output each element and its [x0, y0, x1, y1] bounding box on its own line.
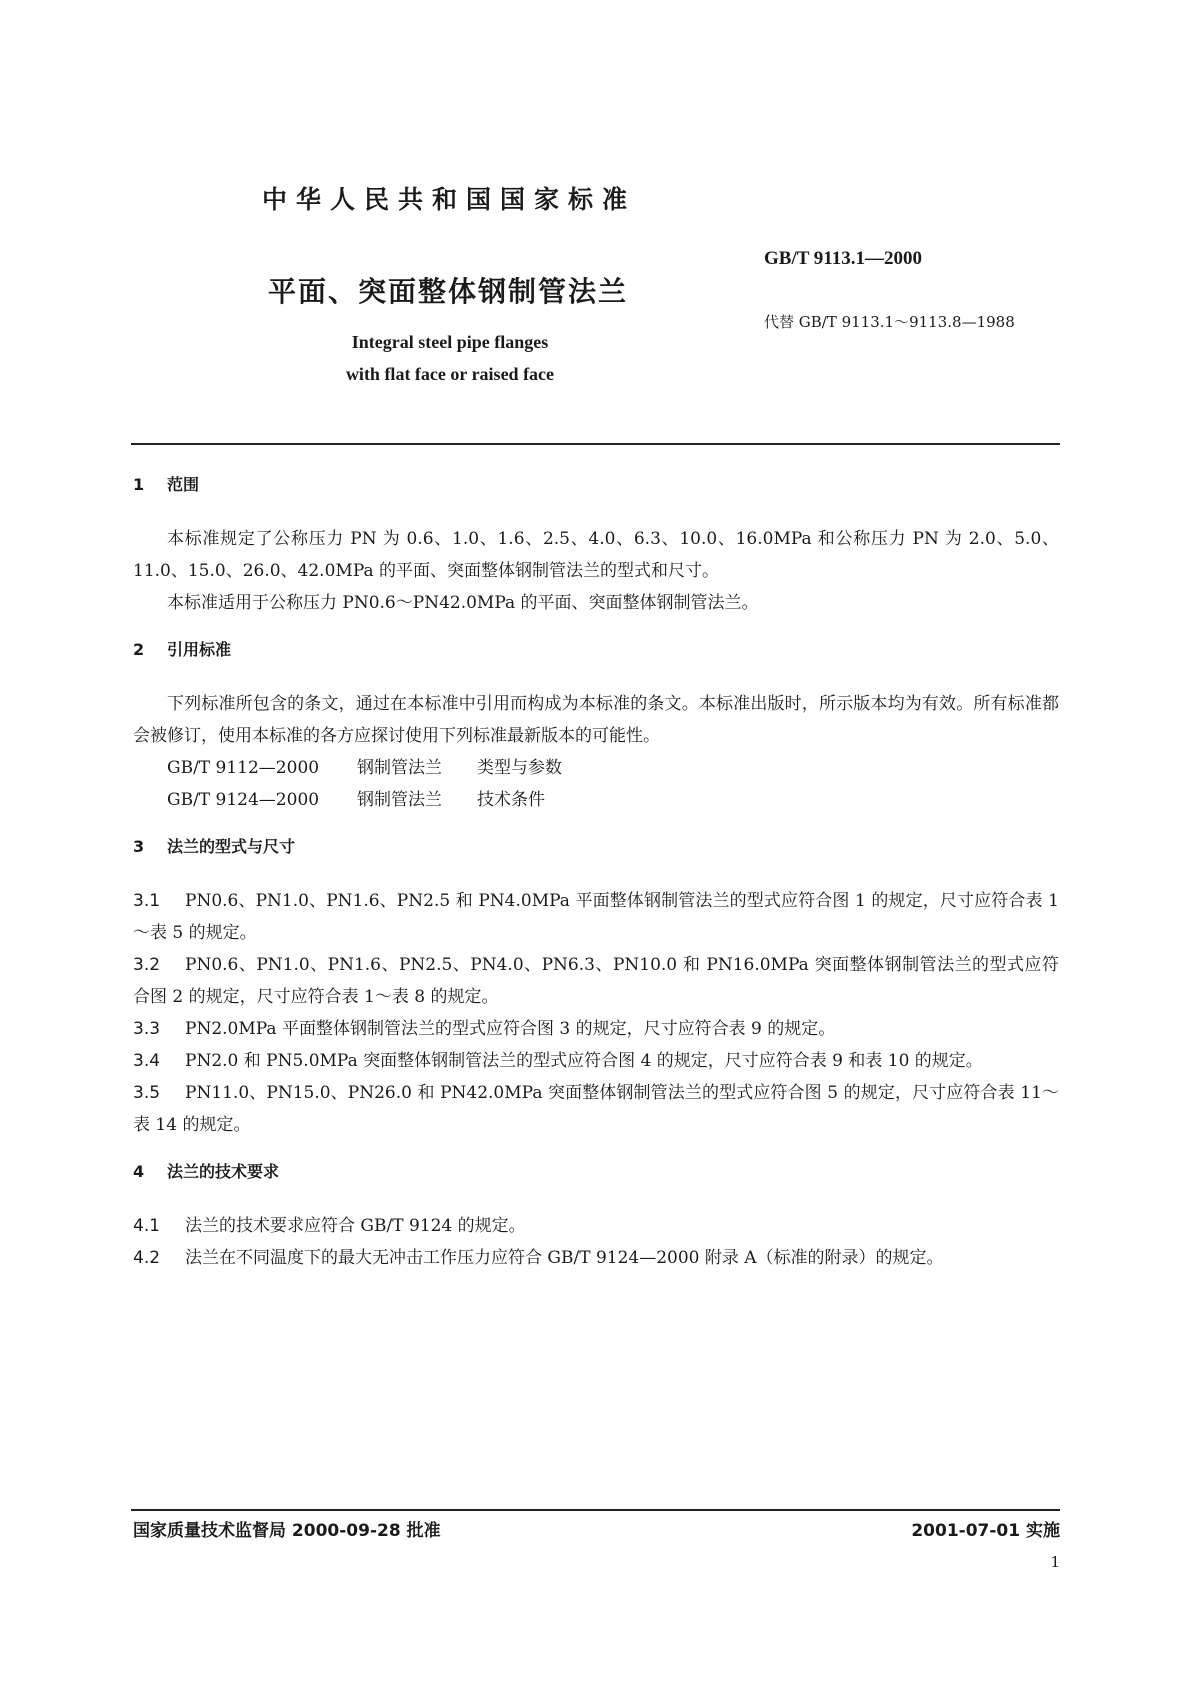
title-chinese: 平面、突面整体钢制管法兰 [268, 275, 629, 308]
section-number: 3 [133, 837, 145, 856]
reference-item [133, 752, 1059, 784]
clause [133, 949, 1059, 1013]
section-title-text: 引用标准 [167, 640, 232, 659]
replaces-standard: 代替 GB/T 9113.1～9113.8—1988 [764, 313, 1015, 331]
clause-number: 4.1 [133, 1216, 161, 1236]
footer-divider [131, 1509, 1060, 1511]
clause-number: 3.5 [133, 1083, 161, 1103]
paragraph: 下列标准所包含的条文，通过在本标准中引用而构成为本标准的条文。本标准出版时，所示版本均为有效。所有标准都会被修订，使用本标准的各方应探讨使用下列标准最新版本的可能性。 [133, 694, 1059, 746]
clause [133, 1045, 1059, 1077]
section-normative-references [133, 637, 1059, 816]
clause-number: 3.3 [133, 1019, 161, 1039]
clause-text: PN2.0 和 PN5.0MPa 突面整体钢制管法兰的型式应符合图 4 的规定，尺寸应符合表 9 和表 10 的规定。 [185, 1051, 983, 1071]
clause-number: 4.2 [133, 1248, 161, 1268]
clause-text: PN2.0MPa 平面整体钢制管法兰的型式应符合图 3 的规定，尺寸应符合表 9 的规定。 [185, 1019, 836, 1039]
document-body [133, 472, 1059, 1274]
section-title [133, 637, 1059, 660]
section-type-and-dimensions [133, 834, 1059, 1141]
section-title [133, 472, 1059, 495]
clause-number: 3.1 [133, 891, 161, 911]
clause-number: 3.4 [133, 1051, 161, 1071]
paragraph: 本标准规定了公称压力 PN 为 0.6、1.0、1.6、2.5、4.0、6.3、10.0、16.0MPa 和公称压力 PN 为 2.0、5.0、11.0、15.0、26.0、42.0MPa 的平面、突面整体钢制管法兰的型式和尺寸。 [133, 529, 1059, 581]
paragraph: 本标准适用于公称压力 PN0.6～PN42.0MPa 的平面、突面整体钢制管法兰。 [167, 593, 759, 613]
clause-text: PN0.6、PN1.0、PN1.6、PN2.5 和 PN4.0MPa 平面整体钢制管法兰的型式应符合图 1 的规定，尺寸应符合表 1～表 5 的规定。 [133, 891, 1059, 943]
section-title [133, 834, 1059, 857]
title-english-line2: with flat face or raised face [345, 364, 555, 384]
clause [133, 1210, 1059, 1242]
reference-item [133, 784, 1059, 816]
reference-code: GB/T 9112—2000 [167, 758, 320, 778]
section-number: 4 [133, 1162, 145, 1181]
standard-code: GB/T 9113.1—2000 [764, 248, 923, 269]
clause-text: 法兰在不同温度下的最大无冲击工作压力应符合 GB/T 9124—2000 附录 A（标准的附录）的规定。 [185, 1248, 944, 1268]
reference-name: 钢制管法兰 [357, 790, 442, 810]
reference-code: GB/T 9124—2000 [167, 790, 320, 810]
section-scope [133, 472, 1059, 619]
implementation-date: 2001-07-01 实施 [911, 1521, 1060, 1541]
header-divider [131, 443, 1060, 445]
section-number: 1 [133, 475, 145, 494]
section-title [133, 1159, 1059, 1182]
page-number: 1 [1050, 1553, 1060, 1571]
section-title-text: 法兰的技术要求 [167, 1162, 280, 1181]
clause [133, 885, 1059, 949]
reference-desc: 技术条件 [477, 790, 545, 810]
section-title-text: 法兰的型式与尺寸 [167, 837, 296, 856]
title-english [300, 326, 600, 390]
clause [133, 1242, 1059, 1274]
clause-text: 法兰的技术要求应符合 GB/T 9124 的规定。 [185, 1216, 526, 1236]
section-number: 2 [133, 640, 145, 659]
reference-name: 钢制管法兰 [357, 758, 442, 778]
title-english-line1: Integral steel pipe flanges [351, 332, 549, 352]
national-standard-heading: 中华人民共和国国家标准 [262, 185, 637, 214]
clause [133, 1077, 1059, 1141]
clause [133, 1013, 1059, 1045]
section-technical-requirements [133, 1159, 1059, 1274]
clause-text: PN0.6、PN1.0、PN1.6、PN2.5、PN4.0、PN6.3、PN10.0 和 PN16.0MPa 突面整体钢制管法兰的型式应符合图 2 的规定，尺寸应符合表 1～表 8 的规定。 [133, 955, 1059, 1007]
approval-line: 国家质量技术监督局 2000-09-28 批准 [133, 1521, 441, 1541]
clause-number: 3.2 [133, 955, 161, 975]
clause-text: PN11.0、PN15.0、PN26.0 和 PN42.0MPa 突面整体钢制管法兰的型式应符合图 5 的规定，尺寸应符合表 11～表 14 的规定。 [133, 1083, 1059, 1135]
section-title-text: 范围 [167, 475, 200, 494]
reference-desc: 类型与参数 [477, 758, 562, 778]
